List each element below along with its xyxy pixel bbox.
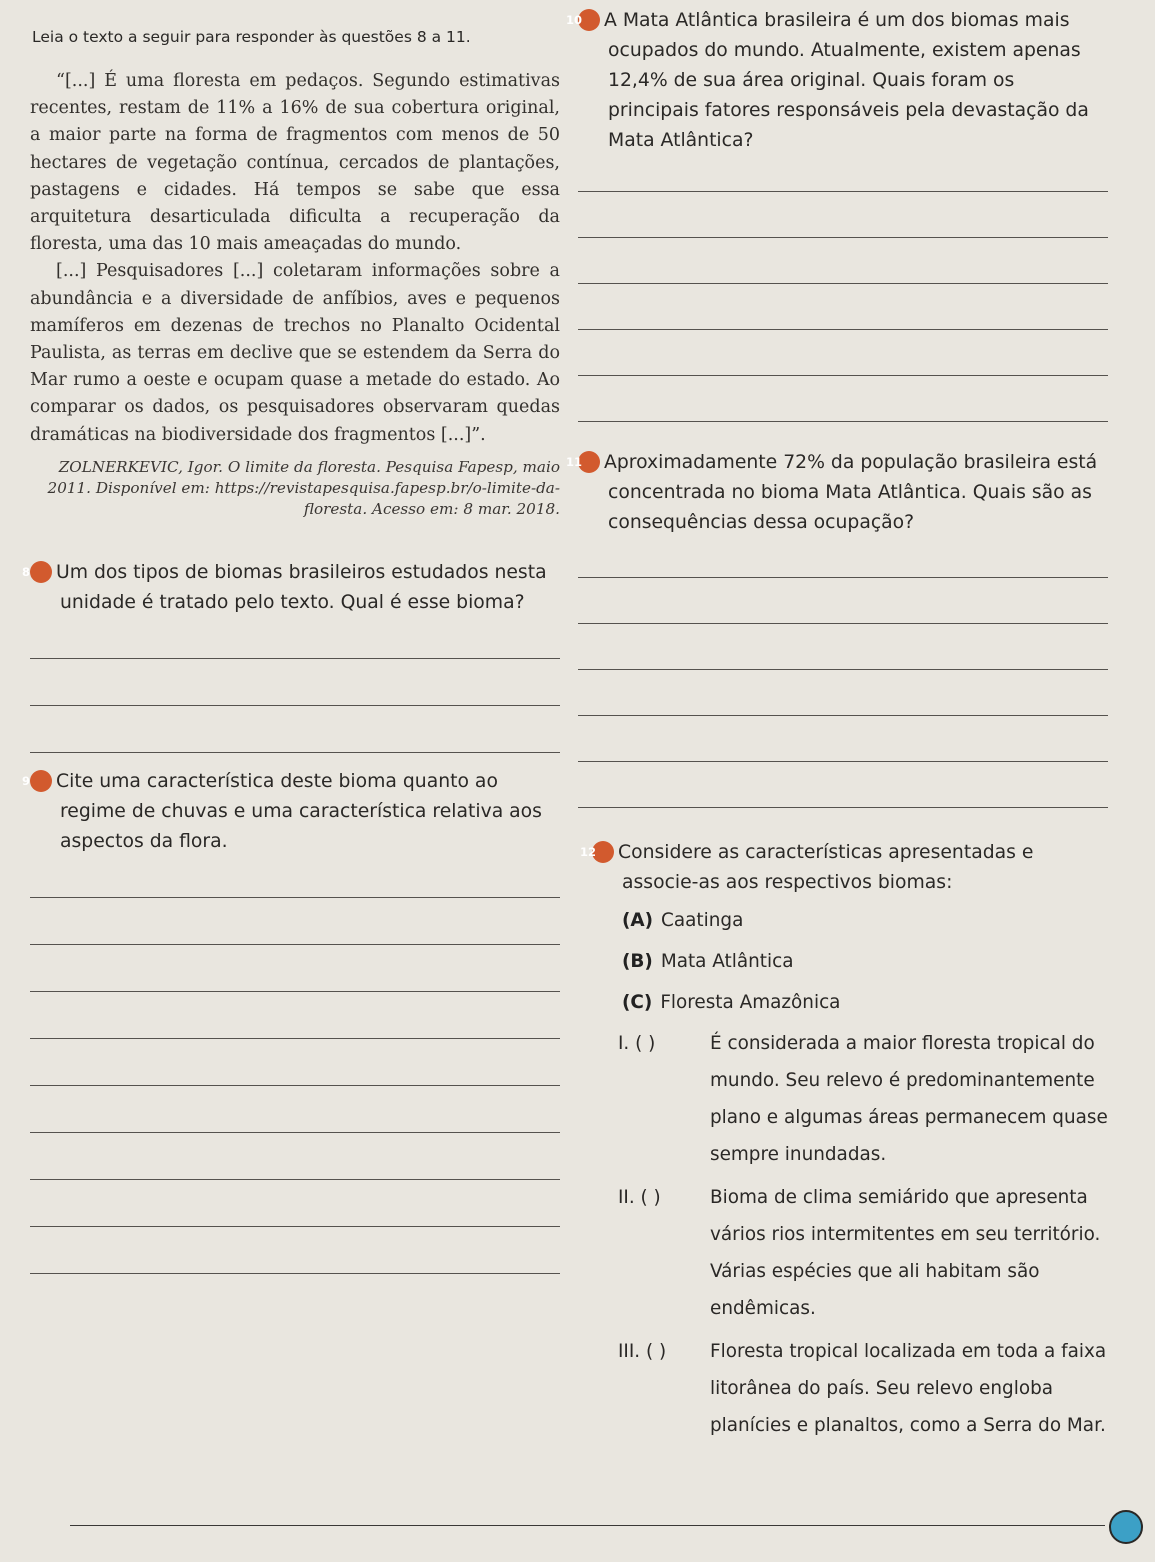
answer-lines-11 xyxy=(578,532,1108,808)
answer-line[interactable] xyxy=(578,670,1108,716)
answer-line[interactable] xyxy=(30,659,560,706)
answer-line[interactable] xyxy=(30,706,560,753)
answer-line[interactable] xyxy=(30,851,560,898)
answer-line[interactable] xyxy=(30,1086,560,1133)
question-number-badge: 12 xyxy=(592,841,614,863)
intro-text: Leia o texto a seguir para responder às questões 8 a 11. xyxy=(32,28,471,46)
answer-line[interactable] xyxy=(578,284,1108,330)
association-item-text: Bioma de clima semiárido que apresenta vários rios intermitentes em seu território. Várias espécies que ali habitam são endêmicas. xyxy=(710,1187,1101,1319)
quote-paragraph-2: [...] Pesquisadores [...] coletaram informações sobre a abundância e a diversidade de anfíbios, aves e pequenos mamíferos em dezenas de trechos no Planalto Ocidental Paulista, as terras em declive que se estendem da Serra do Mar rumo a oeste e ocupam quase a metade do estado. Ao comparar os dados, os pesquisadores observaram quedas dramáticas na biodiversidade dos fragmentos [...]”. xyxy=(30,261,560,445)
question-8 xyxy=(21,558,560,618)
answer-line[interactable] xyxy=(30,1039,560,1086)
answer-line[interactable] xyxy=(578,578,1108,624)
answer-line[interactable] xyxy=(578,192,1108,238)
answer-lines-8 xyxy=(30,612,560,753)
answer-line[interactable] xyxy=(578,762,1108,808)
question-12 xyxy=(578,838,1108,898)
association-item-3 xyxy=(618,1333,1108,1444)
page-marker-dot xyxy=(1109,1510,1143,1544)
answer-line[interactable] xyxy=(30,1133,560,1180)
question-11-text: Aproximadamente 72% da população brasileira está concentrada no bioma Mata Atlântica. Quais são as consequências dessa ocupação? xyxy=(604,452,1098,533)
question-number-badge: 9 xyxy=(30,770,52,792)
answer-line[interactable] xyxy=(30,898,560,945)
answer-blank[interactable]: III. ( ) xyxy=(618,1341,667,1362)
page-footer-line xyxy=(70,1525,1105,1526)
answer-line[interactable] xyxy=(578,238,1108,284)
option-b: (B) Mata Atlântica xyxy=(622,951,794,972)
question-9-text: Cite uma característica deste bioma quanto ao regime de chuvas e uma característica relativa aos aspectos da flora. xyxy=(56,770,542,852)
question-number-badge: 8 xyxy=(30,561,52,583)
association-item-text: Floresta tropical localizada em toda a faixa litorânea do país. Seu relevo engloba planícies e planaltos, como a Serra do Mar. xyxy=(710,1341,1107,1436)
biome-options xyxy=(622,900,1108,1023)
association-items xyxy=(578,1025,1108,1444)
answer-blank[interactable]: I. ( ) xyxy=(618,1033,656,1054)
answer-lines-10 xyxy=(578,146,1108,422)
answer-line[interactable] xyxy=(578,716,1108,762)
quote-paragraph-1: “[...] É uma floresta em pedaços. Segundo estimativas recentes, restam de 11% a 16% de sua cobertura original, a maior parte na forma de fragmentos com menos de 50 hectares de vegetação contínua, cercados de plantações, pastagens e cidades. Há tempos se sabe que essa arquitetura desarticulada dificulta a recuperação da floresta, uma das 10 mais ameaçadas do mundo. xyxy=(30,71,560,255)
answer-lines-9 xyxy=(30,851,560,1274)
question-12-text: Considere as características apresentadas e associe-as aos respectivos biomas: xyxy=(618,842,1034,893)
quoted-passage xyxy=(30,68,560,449)
question-8-text: Um dos tipos de biomas brasileiros estudados nesta unidade é tratado pelo texto. Qual é esse bioma? xyxy=(56,561,547,613)
answer-line[interactable] xyxy=(30,612,560,659)
answer-line[interactable] xyxy=(30,1227,560,1274)
option-c: (C) Floresta Amazônica xyxy=(622,992,841,1013)
association-item-1 xyxy=(618,1025,1108,1173)
answer-line[interactable] xyxy=(30,992,560,1039)
answer-line[interactable] xyxy=(30,1180,560,1227)
question-11 xyxy=(565,448,1108,538)
question-10 xyxy=(565,6,1108,156)
question-9 xyxy=(21,767,560,857)
answer-line[interactable] xyxy=(578,624,1108,670)
option-a: (A) Caatinga xyxy=(622,910,744,931)
answer-line[interactable] xyxy=(578,376,1108,422)
question-number-badge: 10 xyxy=(578,9,600,31)
answer-line[interactable] xyxy=(30,945,560,992)
answer-blank[interactable]: II. ( ) xyxy=(618,1187,661,1208)
answer-line[interactable] xyxy=(578,330,1108,376)
left-column xyxy=(21,28,560,1274)
association-item-2 xyxy=(618,1179,1108,1327)
question-10-text: A Mata Atlântica brasileira é um dos biomas mais ocupados do mundo. Atualmente, existem apenas 12,4% de sua área original. Quais foram os principais fatores responsáveis pela devastação da Mata Atlântica? xyxy=(604,10,1089,151)
answer-line[interactable] xyxy=(578,532,1108,578)
question-number-badge: 11 xyxy=(578,451,600,473)
association-item-text: É considerada a maior floresta tropical do mundo. Seu relevo é predominantemente plano e algumas áreas permanecem quase sempre inundadas. xyxy=(710,1033,1108,1165)
quote-source: ZOLNERKEVIC, Igor. O limite da floresta. Pesquisa Fapesp, maio 2011. Disponível em: https://revistapesquisa.fapesp.br/o-limite-da-floresta. Acesso em: 8 mar. 2018. xyxy=(47,457,560,518)
right-column xyxy=(565,6,1108,1444)
